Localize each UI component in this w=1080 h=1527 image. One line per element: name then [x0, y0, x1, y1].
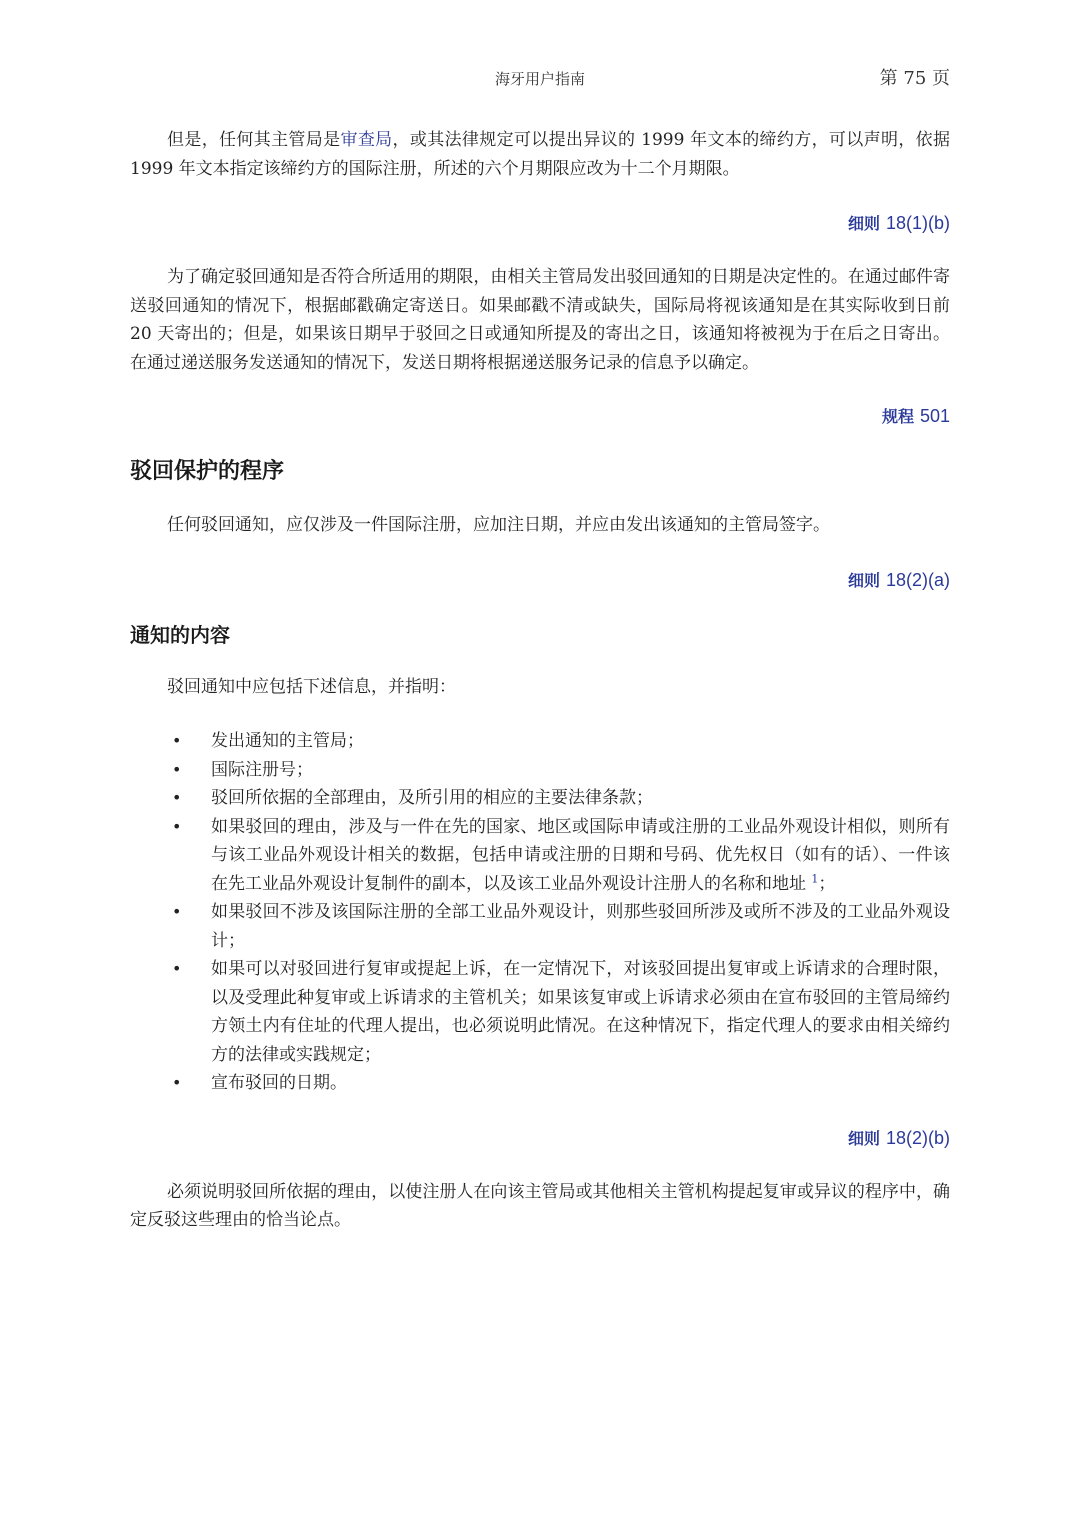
list-item — [130, 1069, 950, 1098]
rule-reference-kind: 细则 — [847, 1130, 880, 1148]
bullet-marker: • — [172, 759, 182, 779]
page-number: 第 75 页 — [879, 68, 950, 89]
notice-contents-list — [130, 727, 950, 1098]
examining-office-link[interactable]: 审查局 — [340, 130, 393, 150]
list-item-text: 发出通知的主管局； — [211, 731, 364, 751]
list-item — [130, 898, 950, 955]
rule-reference-number: 18(2)(a) — [885, 569, 950, 590]
rule-reference-number: 18(2)(b) — [885, 1127, 950, 1148]
paragraph-refusal-procedure: 任何驳回通知，应仅涉及一件国际注册，应加注日期，并应由发出该通知的主管局签字。 — [167, 515, 830, 535]
rule-reference-kind: 细则 — [847, 216, 880, 233]
bullet-marker: • — [172, 902, 182, 921]
paragraph-notice-contents: 驳回通知中应包括下述信息，并指明： — [167, 676, 456, 697]
bullet-marker: • — [172, 731, 182, 750]
bullet-marker: • — [172, 816, 182, 836]
list-item-text-tail: ； — [818, 873, 836, 894]
list-item — [130, 727, 950, 756]
list-item-text: 国际注册号； — [211, 759, 313, 780]
running-header — [0, 64, 1080, 92]
rule-reference-number: 18(1)(b) — [885, 213, 950, 233]
rule-reference — [130, 209, 950, 237]
list-item-text: 如果驳回的理由，涉及与一件在先的国家、地区或国际申请或注册的工业品外观设计相似，则所有与该工业品外观设计相关的数据，包括申请或注册的日期和号码、优先权日（如有的话）、一件该在先工业品外观设计复制件的副本，以及该工业品外观设计注册人的名称和地址 — [211, 816, 950, 894]
instruction-reference — [130, 402, 950, 430]
instruction-reference-number: 501 — [919, 406, 950, 426]
bullet-marker: • — [172, 1073, 182, 1092]
paragraph-declaration — [130, 126, 950, 183]
section-heading: 驳回保护的程序 — [130, 459, 285, 484]
page-content — [130, 126, 950, 1235]
list-item-text: 宣布驳回的日期。 — [211, 1073, 347, 1093]
list-item-text: 驳回所依据的全部理由，及所引用的相应的主要法律条款； — [211, 788, 653, 808]
rule-reference — [130, 1124, 950, 1152]
running-title: 海牙用户指南 — [494, 70, 585, 88]
bullet-marker: • — [172, 959, 182, 978]
list-item — [130, 784, 950, 813]
list-item-text: 如果可以对驳回进行复审或提起上诉，在一定情况下，对该驳回提出复审或上诉请求的合理时限，以及受理此种复审或上诉请求的主管机关；如果该复审或上诉请求必须由在宣布驳回的主管局缔约方领土内有住址的代理人提出，也必须说明此情况。在这种情况下，指定代理人的要求由相关缔约方的法律或实践规定； — [211, 959, 950, 1065]
footnote-marker[interactable]: 1 — [811, 871, 819, 885]
list-item — [130, 756, 950, 785]
paragraph-grounds: 必须说明驳回所依据的理由，以使注册人在向该主管局或其他相关主管机构提起复审或异议的程序中，确定反驳这些理由的恰当论点。 — [130, 1181, 950, 1230]
paragraph-refusal-date: 为了确定驳回通知是否符合所适用的期限，由相关主管局发出驳回通知的日期是决定性的。在通过邮件寄送驳回通知的情况下，根据邮戳确定寄送日。如果邮戳不清或缺失，国际局将视该通知是在其实际收到日前 20 天寄出的；但是，如果该日期早于驳回之日或通知所提及的寄出之日，该通知将被视为于在后之日寄出。在通过递送服务发送通知的情况下，发送日期将根据递送服务记录的信息予以确定。 — [130, 267, 950, 373]
subsection-heading: 通知的内容 — [130, 622, 230, 647]
bullet-marker: • — [172, 788, 182, 807]
instruction-reference-kind: 规程 — [881, 409, 914, 426]
paragraph-text: 但是，任何其主管局是 — [167, 130, 341, 150]
rule-reference — [130, 566, 950, 594]
list-item — [130, 955, 950, 1069]
rule-reference-kind: 细则 — [847, 572, 880, 590]
list-item-text: 如果驳回不涉及该国际注册的全部工业品外观设计，则那些驳回所涉及或所不涉及的工业品外观设计； — [211, 902, 950, 951]
list-item — [130, 813, 950, 899]
paragraph-text: ，或其法律规定可以提出异议的 1999 年文本的缔约方，可以声明，依据 1999 年文本指定该缔约方的国际注册，所述的六个月期限应改为十二个月期限。 — [130, 130, 951, 179]
